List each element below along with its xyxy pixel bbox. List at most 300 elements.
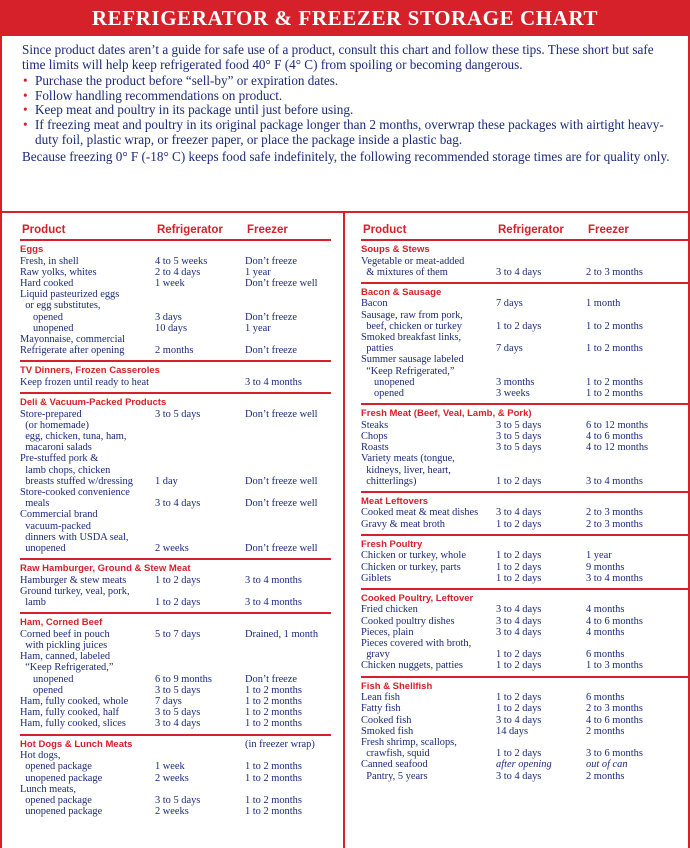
category-title: Meat Leftovers: [361, 495, 429, 507]
refrigerator-cell: 1 to 2 days: [496, 703, 542, 715]
page-title: REFRIGERATOR & FREEZER STORAGE CHART: [2, 0, 688, 36]
right-sections: [345, 239, 688, 786]
header-freezer: Freezer: [247, 224, 288, 236]
product-cell: Fried chicken: [361, 604, 418, 616]
table-row: [20, 629, 331, 640]
freezer-cell: [586, 256, 688, 267]
refrigerator-cell: 3 months: [496, 376, 535, 388]
product-cell: Raw yolks, whites: [20, 266, 97, 278]
table-row: [361, 660, 688, 671]
table-row: [361, 442, 688, 453]
refrigerator-cell: 1 to 2 days: [496, 572, 542, 584]
freezer-cell: 3 to 4 months: [245, 574, 302, 586]
tip-text: If freezing meat and poultry in its original package longer than 2 months, overwrap these packages with airtight heavy-duty foil, plastic wrap, or freezer paper, or place the package inside a plastic bag.: [35, 116, 664, 147]
table-row: [20, 597, 331, 608]
product-cell: Keep frozen until ready to heat: [20, 376, 149, 388]
bullet-icon: •: [23, 73, 28, 89]
product-cell: Liquid pasteurized eggs: [20, 289, 120, 301]
product-cell: & mixtures of them: [361, 266, 448, 278]
refrigerator-cell: [155, 377, 245, 388]
table-row: [20, 312, 331, 323]
product-cell: Pantry, 5 years: [361, 770, 428, 782]
table-row: [20, 575, 331, 586]
freezer-cell: [245, 453, 331, 464]
product-cell: Store-prepared: [20, 408, 82, 420]
table-row: [20, 334, 331, 345]
product-cell: Lean fish: [361, 692, 400, 704]
freezer-cell: 4 to 6 months: [586, 714, 643, 726]
freezer-cell: 1 to 2 months: [245, 806, 302, 818]
freezer-cell: [245, 431, 331, 442]
refrigerator-cell: 1 to 2 days: [496, 692, 542, 704]
refrigerator-cell: 1 day: [155, 475, 178, 487]
table-row: [20, 498, 331, 509]
food-category-section: [20, 612, 331, 733]
product-cell: Chicken or turkey, parts: [361, 561, 461, 573]
product-cell: meals: [20, 498, 50, 510]
refrigerator-cell: [496, 366, 586, 377]
category-title: Deli & Vacuum-Packed Products: [20, 397, 167, 409]
product-cell: Fresh shrimp, scallops,: [361, 737, 457, 748]
table-row: [20, 256, 331, 267]
chart-columns: [2, 213, 688, 848]
product-cell: unopened: [20, 542, 66, 554]
freezer-cell: 1 to 2 months: [245, 718, 302, 730]
refrigerator-cell: [155, 521, 245, 532]
header-product: Product: [363, 224, 407, 236]
category-title-row: [361, 287, 688, 299]
table-row: [20, 718, 331, 729]
freezer-cell: 1 to 2 months: [245, 794, 302, 806]
freezer-cell: 1 to 2 months: [245, 684, 302, 696]
freezer-cell: [245, 420, 331, 431]
table-row: [20, 278, 331, 289]
freezer-cell: out of can: [586, 759, 628, 771]
table-row: [361, 638, 688, 649]
refrigerator-cell: 1 to 2 days: [155, 574, 201, 586]
table-row: [20, 409, 331, 420]
category-freezer-note: (in freezer wrap): [245, 738, 315, 750]
food-category-section: [20, 734, 331, 822]
refrigerator-cell: [496, 310, 586, 321]
tip-item: [22, 118, 670, 147]
product-cell: Refrigerate after opening: [20, 345, 125, 357]
category-title: Fresh Poultry: [361, 538, 423, 550]
freezer-cell: 1 to 3 months: [586, 660, 643, 672]
product-cell: Ground turkey, veal, pork,: [20, 585, 130, 597]
table-row: [361, 692, 688, 703]
category-title-row: [361, 244, 688, 256]
freezer-cell: 1 to 2 months: [586, 376, 643, 388]
product-cell: crawfish, squid: [361, 748, 430, 760]
product-cell: Steaks: [361, 419, 389, 431]
freezer-cell: [245, 586, 331, 597]
refrigerator-cell: 1 to 2 days: [496, 660, 542, 672]
product-cell: Chicken nuggets, patties: [361, 660, 463, 672]
freezer-cell: 3 to 4 months: [245, 376, 302, 388]
table-row: [20, 521, 331, 532]
food-category-section: [20, 558, 331, 612]
product-cell: Lunch meats,: [20, 783, 76, 795]
refrigerator-cell: 1 to 2 days: [496, 748, 542, 760]
intro-paragraph: Since product dates aren’t a guide for safe use of a product, consult this chart and follow these tips. These short but safe time limits will help keep refrigerated food 40° F (4° C) from spoiling or becoming dangerous.: [22, 42, 654, 72]
product-cell: Cooked meat & meat dishes: [361, 507, 479, 519]
freezer-cell: [245, 521, 331, 532]
product-cell: Store-cooked convenience: [20, 486, 130, 498]
refrigerator-cell: 3 to 4 days: [155, 498, 201, 510]
food-category-section: [361, 239, 688, 282]
tips-list: [22, 74, 670, 147]
product-cell: egg, chicken, tuna, ham,: [20, 430, 127, 442]
freezing-note: Because freezing 0° F (-18° C) keeps food safe indefinitely, the following recommended storage times are for quality only.: [22, 149, 670, 165]
product-cell: Sausage, raw from pork,: [361, 309, 463, 321]
table-row: [361, 366, 688, 377]
product-cell: or egg substitutes,: [20, 300, 101, 312]
category-title: Soups & Stews: [361, 244, 430, 255]
product-cell: opened: [20, 311, 63, 323]
refrigerator-cell: 1 week: [155, 761, 185, 773]
category-title: Eggs: [20, 244, 44, 255]
category-title-row: [20, 397, 331, 409]
category-title-row: [20, 244, 331, 256]
product-cell: opened: [361, 388, 404, 400]
freezer-cell: [586, 354, 688, 365]
freezer-cell: 1 to 2 months: [245, 761, 302, 773]
product-cell: (or homemade): [20, 419, 89, 431]
freezer-cell: 6 to 12 months: [586, 419, 649, 431]
product-cell: Roasts: [361, 442, 389, 454]
freezer-cell: 2 months: [586, 770, 625, 782]
product-cell: “Keep Refrigerated,”: [20, 662, 114, 674]
product-cell: Pieces, plain: [361, 626, 414, 638]
refrigerator-cell: 2 weeks: [155, 806, 189, 818]
refrigerator-cell: [155, 487, 245, 498]
product-cell: Mayonnaise, commercial: [20, 333, 126, 345]
column-header: [345, 213, 688, 239]
product-cell: Bacon: [361, 298, 388, 310]
product-cell: Canned seafood: [361, 759, 428, 771]
refrigerator-cell: 6 to 9 months: [155, 673, 212, 685]
product-cell: dinners with USDA seal,: [20, 531, 129, 543]
refrigerator-cell: 14 days: [496, 725, 529, 737]
table-row: [361, 420, 688, 431]
refrigerator-cell: [496, 638, 586, 649]
freezer-cell: 1 to 2 months: [586, 343, 643, 355]
freezer-cell: 3 to 4 months: [586, 475, 643, 487]
table-row: [20, 806, 331, 817]
table-row: [20, 674, 331, 685]
table-row: [20, 750, 331, 761]
category-title-row: [361, 539, 688, 551]
product-cell: opened package: [20, 794, 92, 806]
refrigerator-cell: 4 to 5 weeks: [155, 255, 208, 267]
food-category-section: [361, 282, 688, 403]
category-title-row: [361, 681, 688, 693]
refrigerator-cell: 3 to 4 days: [496, 626, 542, 638]
product-cell: Smoked fish: [361, 725, 414, 737]
refrigerator-cell: 3 to 5 days: [496, 430, 542, 442]
product-cell: Chicken or turkey, whole: [361, 550, 466, 562]
table-row: [361, 321, 688, 332]
freezer-cell: 4 months: [586, 604, 625, 616]
refrigerator-cell: [155, 532, 245, 543]
freezer-cell: 2 to 3 months: [586, 518, 643, 530]
product-cell: unopened package: [20, 806, 103, 818]
table-row: [361, 298, 688, 309]
freezer-cell: 1 to 2 months: [245, 707, 302, 719]
refrigerator-cell: 1 to 2 days: [155, 597, 201, 609]
freezer-cell: [245, 651, 331, 662]
table-row: [361, 519, 688, 530]
freezer-cell: 1 month: [586, 298, 621, 310]
table-row: [361, 627, 688, 638]
refrigerator-cell: [155, 662, 245, 673]
category-title: Ham, Corned Beef: [20, 617, 103, 629]
refrigerator-cell: 2 months: [155, 345, 194, 357]
refrigerator-cell: 7 days: [496, 298, 523, 310]
freezer-cell: 4 to 6 months: [586, 430, 643, 442]
product-cell: chitterlings): [361, 475, 417, 487]
category-title: TV Dinners, Frozen Casseroles: [20, 365, 160, 377]
table-row: [361, 715, 688, 726]
table-row: [20, 707, 331, 718]
table-row: [361, 703, 688, 714]
category-title: Raw Hamburger, Ground & Stew Meat: [20, 563, 191, 575]
refrigerator-cell: 3 to 5 days: [155, 408, 201, 420]
table-row: [20, 267, 331, 278]
table-row: [361, 267, 688, 278]
product-cell: Hard cooked: [20, 277, 74, 289]
table-row: [20, 773, 331, 784]
product-cell: Ham, fully cooked, slices: [20, 718, 126, 730]
refrigerator-cell: 3 to 4 days: [496, 714, 542, 726]
product-cell: Fatty fish: [361, 703, 401, 715]
table-row: [20, 465, 331, 476]
food-category-section: [361, 491, 688, 534]
freezer-cell: [245, 334, 331, 345]
refrigerator-cell: 2 weeks: [155, 772, 189, 784]
category-title: Fresh Meat (Beef, Veal, Lamb, & Pork): [361, 408, 532, 420]
product-cell: Smoked breakfast links,: [361, 332, 462, 344]
tip-text: Purchase the product before “sell-by” or expiration dates.: [35, 73, 339, 89]
refrigerator-cell: [155, 300, 245, 311]
refrigerator-cell: 1 to 2 days: [496, 550, 542, 562]
refrigerator-cell: 3 to 5 days: [155, 707, 201, 719]
table-row: [20, 532, 331, 543]
table-row: [361, 507, 688, 518]
freezer-cell: [245, 289, 331, 300]
refrigerator-cell: [496, 737, 586, 748]
table-row: [361, 332, 688, 343]
tip-text: Follow handling recommendations on product.: [35, 87, 283, 103]
table-row: [20, 586, 331, 597]
column-header: [2, 213, 343, 239]
product-cell: Ham, canned, labeled: [20, 651, 111, 663]
product-cell: lamb: [20, 597, 46, 609]
freezer-cell: 1 year: [245, 266, 271, 278]
refrigerator-cell: 1 week: [155, 277, 185, 289]
product-cell: unopened: [361, 376, 415, 388]
product-cell: breasts stuffed w/dressing: [20, 475, 133, 487]
freezer-cell: [245, 532, 331, 543]
refrigerator-cell: [155, 289, 245, 300]
refrigerator-cell: [155, 442, 245, 453]
table-row: [20, 761, 331, 772]
product-cell: patties: [361, 343, 394, 355]
refrigerator-cell: 3 to 5 days: [496, 442, 542, 454]
freezer-cell: [586, 638, 688, 649]
table-row: [20, 784, 331, 795]
table-row: [361, 573, 688, 584]
freezer-cell: [586, 332, 688, 343]
table-row: [20, 543, 331, 554]
table-row: [361, 377, 688, 388]
freezer-cell: Don’t freeze well: [245, 475, 318, 487]
table-row: [361, 343, 688, 354]
table-row: [361, 256, 688, 267]
category-title: Cooked Poultry, Leftover: [361, 592, 474, 604]
refrigerator-cell: [155, 750, 245, 761]
product-cell: vacuum-packed: [20, 520, 91, 532]
product-cell: Variety meats (tongue,: [361, 453, 455, 465]
freezer-cell: 1 year: [586, 550, 612, 562]
freezer-cell: 6 months: [586, 692, 625, 704]
refrigerator-cell: [155, 431, 245, 442]
freezer-cell: 4 to 6 months: [586, 615, 643, 627]
refrigerator-cell: 2 weeks: [155, 542, 189, 554]
category-title-row: [20, 365, 331, 377]
refrigerator-cell: 3 to 4 days: [496, 507, 542, 519]
freezer-cell: 1 year: [245, 322, 271, 334]
freezer-cell: [245, 509, 331, 520]
refrigerator-cell: [155, 465, 245, 476]
product-cell: Cooked fish: [361, 714, 412, 726]
header-product: Product: [22, 224, 66, 236]
refrigerator-cell: [496, 256, 586, 267]
refrigerator-cell: 2 to 4 days: [155, 266, 201, 278]
food-category-section: [361, 534, 688, 588]
freezer-cell: 2 months: [586, 725, 625, 737]
freezer-cell: [245, 662, 331, 673]
freezer-cell: 9 months: [586, 561, 625, 573]
right-column: [345, 213, 688, 848]
table-row: [361, 771, 688, 782]
table-row: [361, 465, 688, 476]
refrigerator-cell: 3 to 5 days: [496, 419, 542, 431]
freezer-cell: [245, 750, 331, 761]
refrigerator-cell: [155, 509, 245, 520]
refrigerator-cell: 1 to 2 days: [496, 518, 542, 530]
refrigerator-cell: 1 to 2 days: [496, 320, 542, 332]
freezer-cell: 3 to 4 months: [586, 572, 643, 584]
freezer-cell: 2 to 3 months: [586, 703, 643, 715]
category-title-row: [361, 496, 688, 508]
freezer-cell: [586, 453, 688, 464]
product-cell: Hamburger & stew meats: [20, 574, 127, 586]
product-cell: gravy: [361, 649, 390, 661]
refrigerator-cell: 3 weeks: [496, 388, 530, 400]
freezer-cell: Don’t freeze well: [245, 498, 318, 510]
product-cell: Pre-stuffed pork &: [20, 453, 99, 465]
product-cell: lamb chops, chicken: [20, 464, 111, 476]
refrigerator-cell: 1 to 2 days: [496, 561, 542, 573]
product-cell: Hot dogs,: [20, 750, 61, 762]
food-category-section: [20, 360, 331, 392]
table-row: [361, 310, 688, 321]
freezer-cell: 2 to 3 months: [586, 266, 643, 278]
table-row: [361, 388, 688, 399]
product-cell: opened: [20, 684, 63, 696]
product-cell: unopened: [20, 322, 74, 334]
product-cell: unopened: [20, 673, 74, 685]
freezer-cell: [245, 465, 331, 476]
table-row: [361, 550, 688, 561]
table-row: [20, 420, 331, 431]
tip-item: [22, 74, 670, 89]
freezer-cell: [245, 487, 331, 498]
table-row: [20, 431, 331, 442]
food-category-section: [20, 239, 331, 360]
tip-text: Keep meat and poultry in its package until just before using.: [35, 102, 354, 118]
food-category-section: [361, 676, 688, 786]
category-title-row: [20, 563, 331, 575]
freezer-cell: 1 to 2 months: [245, 696, 302, 707]
table-row: [20, 300, 331, 311]
freezer-cell: 2 to 3 months: [586, 507, 643, 519]
refrigerator-cell: [155, 334, 245, 345]
refrigerator-cell: [155, 453, 245, 464]
table-row: [20, 685, 331, 696]
product-cell: beef, chicken or turkey: [361, 320, 462, 332]
freezer-cell: Don’t freeze: [245, 255, 298, 267]
product-cell: Commercial brand: [20, 509, 98, 521]
product-cell: Pieces covered with broth,: [361, 638, 472, 650]
table-row: [20, 476, 331, 487]
product-cell: Summer sausage labeled: [361, 354, 464, 366]
product-cell: opened package: [20, 761, 92, 773]
table-row: [20, 662, 331, 673]
food-category-section: [361, 403, 688, 491]
refrigerator-cell: [155, 420, 245, 431]
table-row: [20, 377, 331, 388]
refrigerator-cell: 5 to 7 days: [155, 628, 201, 640]
freezer-cell: 4 to 12 months: [586, 442, 649, 454]
table-row: [361, 616, 688, 627]
refrigerator-cell: 3 to 4 days: [496, 266, 542, 278]
product-cell: macaroni salads: [20, 442, 92, 454]
table-row: [361, 476, 688, 487]
table-row: [361, 604, 688, 615]
refrigerator-cell: 3 to 4 days: [496, 770, 542, 782]
table-row: [361, 737, 688, 748]
food-category-section: [20, 392, 331, 558]
header-refrigerator: Refrigerator: [157, 224, 223, 236]
table-row: [361, 649, 688, 660]
food-category-section: [361, 588, 688, 676]
bullet-icon: •: [23, 102, 28, 118]
product-cell: Vegetable or meat-added: [361, 255, 465, 267]
category-title: Fish & Shellfish: [361, 680, 433, 692]
header-freezer: Freezer: [588, 224, 629, 236]
header-refrigerator: Refrigerator: [498, 224, 564, 236]
freezer-cell: 1 to 2 months: [586, 320, 643, 332]
left-column: [2, 213, 345, 848]
freezer-cell: [245, 442, 331, 453]
table-row: [361, 759, 688, 770]
refrigerator-cell: [155, 640, 245, 651]
product-cell: unopened package: [20, 772, 103, 784]
table-row: [20, 345, 331, 356]
